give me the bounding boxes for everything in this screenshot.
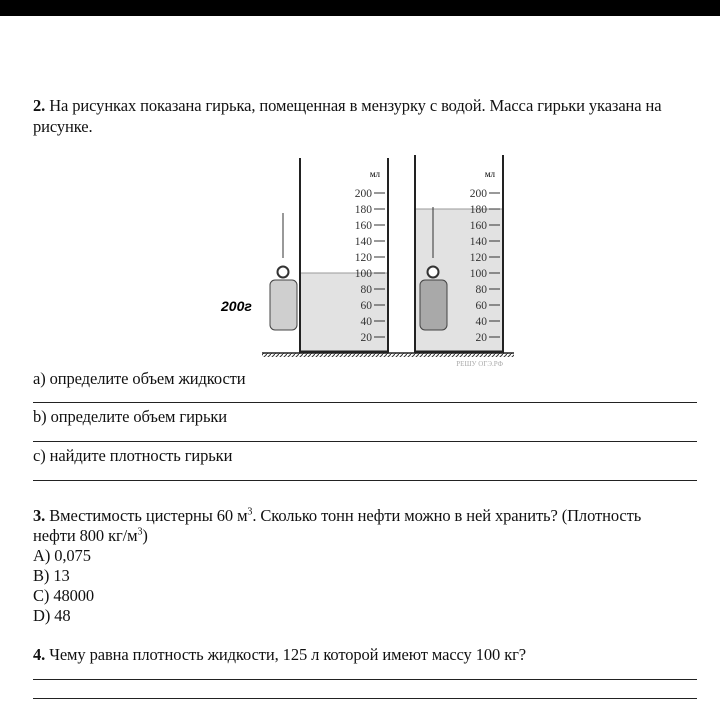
weight-icon bbox=[420, 280, 447, 330]
q3-text: . Сколько тонн нефти можно в ней хранить? (Плотность bbox=[252, 506, 642, 525]
scale-label: 100 bbox=[354, 268, 372, 280]
weight-ring bbox=[278, 267, 289, 278]
scale-label: 40 bbox=[360, 316, 372, 328]
cylinder-right bbox=[415, 155, 503, 368]
sup: 3 bbox=[247, 506, 253, 518]
scale-label: 160 bbox=[469, 220, 487, 232]
q4-line bbox=[33, 645, 526, 664]
q2-part-c: c) найдите плотность гирьки bbox=[33, 446, 233, 465]
scale-label: 60 bbox=[475, 300, 487, 312]
scale-label: 140 bbox=[469, 236, 487, 248]
q2-text-2: рисунке. bbox=[33, 117, 93, 136]
scale-label: 160 bbox=[354, 220, 372, 232]
water bbox=[300, 273, 388, 353]
scale-label: 180 bbox=[354, 204, 372, 216]
q2-part-a: a) определите объем жидкости bbox=[33, 369, 246, 388]
q3-option: A) 0,075 bbox=[33, 546, 91, 565]
scale-label: 20 bbox=[360, 332, 372, 344]
weight-label: 200г bbox=[221, 298, 252, 314]
q3-text: Вместимость цистерны 60 м bbox=[45, 506, 248, 525]
scale-label: 200 bbox=[469, 188, 487, 200]
scale-label: 100 bbox=[469, 268, 487, 280]
scale-label: 120 bbox=[354, 252, 372, 264]
q3-text: нефти 800 кг/м bbox=[33, 526, 138, 545]
scale-label: 180 bbox=[469, 204, 487, 216]
unit-label: мл bbox=[484, 169, 495, 179]
q4-number: 4. bbox=[33, 645, 46, 664]
answer-line[interactable] bbox=[33, 480, 697, 481]
weight-ring bbox=[428, 267, 439, 278]
watermark: РЕШУ ОГЭ.РФ bbox=[456, 360, 503, 368]
sup: 3 bbox=[137, 526, 143, 538]
q2-number: 2. bbox=[33, 96, 46, 115]
scale-label: 120 bbox=[469, 252, 487, 264]
q3-line2 bbox=[33, 526, 148, 545]
q3-text: ) bbox=[142, 526, 148, 545]
q3-option: B) 13 bbox=[33, 566, 70, 585]
scale-label: 200 bbox=[354, 188, 372, 200]
q2-line1 bbox=[33, 96, 662, 115]
answer-line[interactable] bbox=[33, 698, 697, 699]
measuring-cylinder-figure bbox=[215, 150, 515, 368]
cylinder-left bbox=[270, 158, 388, 353]
weight-icon bbox=[270, 280, 297, 330]
unit-label: мл bbox=[369, 169, 380, 179]
answer-line[interactable] bbox=[33, 679, 697, 680]
q4-text: Чему равна плотность жидкости, 125 л которой имеют массу 100 кг? bbox=[45, 645, 527, 664]
q3-option: D) 48 bbox=[33, 606, 71, 625]
scale-label: 140 bbox=[354, 236, 372, 248]
q2-part-b: b) определите объем гирьки bbox=[33, 407, 228, 426]
scale-label: 80 bbox=[360, 284, 372, 296]
scale-label: 80 bbox=[475, 284, 487, 296]
q3-option: C) 48000 bbox=[33, 586, 95, 605]
q3-number: 3. bbox=[33, 506, 46, 525]
q3-line1 bbox=[33, 506, 641, 525]
scale-label: 20 bbox=[475, 332, 487, 344]
q2-text: На рисунках показана гирька, помещенная в мензурку с водой. Масса гирьки указана на bbox=[49, 96, 662, 115]
answer-line[interactable] bbox=[33, 402, 697, 403]
answer-line[interactable] bbox=[33, 441, 697, 442]
scale-label: 40 bbox=[475, 316, 487, 328]
top-bar bbox=[0, 0, 720, 16]
scale-label: 60 bbox=[360, 300, 372, 312]
